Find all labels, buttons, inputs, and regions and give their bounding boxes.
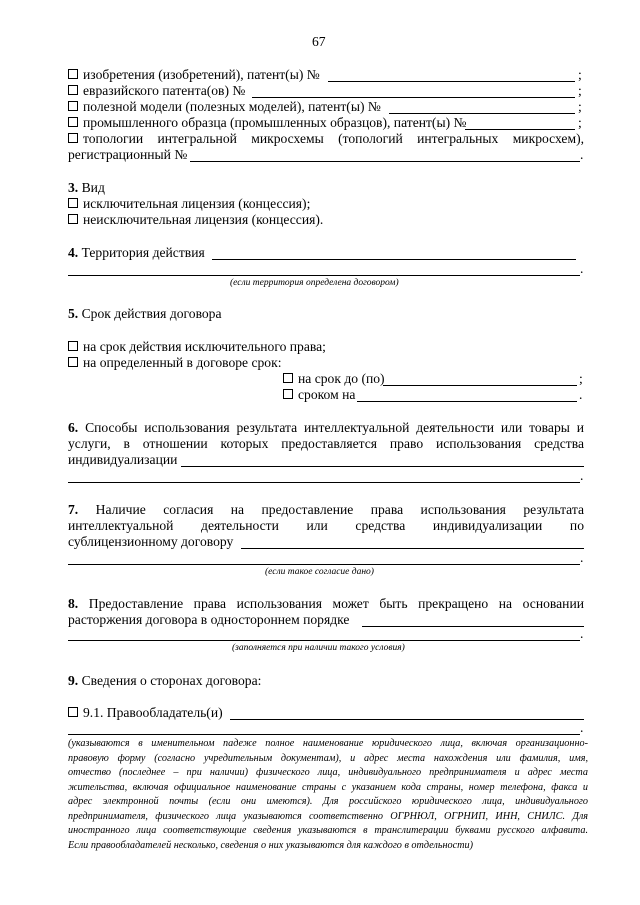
fill-line[interactable] [328,81,575,82]
fill-line[interactable] [362,626,584,627]
item-label: 9.1. Правообладатель(и) [83,705,223,720]
rights-item-invention[interactable] [68,67,320,83]
line-end: . [580,261,584,276]
line-end: . [580,550,584,565]
section-number: 4. [68,245,79,260]
line-end: . [580,626,584,641]
field-hint: (заполняется при наличии такого условия) [232,643,405,653]
section-8-text-line-1: 8. Предоставление права использования может быть прекращено на основании [68,596,584,611]
fill-line[interactable] [383,385,577,386]
section-7-text-line-1: 7. Наличие согласия на предоставление права использования результата [68,502,584,517]
section-title: Территория действия [81,245,205,260]
option-label: на срок до (по) [298,371,385,386]
checkbox[interactable] [68,198,78,208]
section-number: 7. [68,502,79,517]
fill-line[interactable] [230,719,584,720]
line-end: ; [578,67,582,82]
checkbox[interactable] [68,69,78,79]
checkbox[interactable] [68,214,78,224]
checkbox[interactable] [68,341,78,351]
fill-line[interactable] [68,482,580,483]
section-5-heading [68,306,222,322]
option-label: исключительная лицензия (концессия); [83,196,311,211]
field-hint: (если территория определена договором) [230,278,399,288]
section-8-text-line-2: расторжения договора в одностороннем порядке [68,612,350,627]
line-end: ; [578,99,582,114]
section-9-heading [68,673,261,689]
rights-item-industrial-design[interactable] [68,115,467,131]
fill-line[interactable] [252,97,575,98]
rights-item-utility-model[interactable] [68,99,381,115]
section-4-heading [68,245,205,261]
option-defined-term[interactable] [68,355,281,371]
rights-item-topology[interactable] [68,131,584,147]
section-6-text-line-1: 6. Способы использования результата интеллектуальной деятельности или товары и [68,420,584,435]
option-label: на срок действия исключительного права; [83,339,326,354]
checkbox[interactable] [283,373,293,383]
section-number: 9. [68,673,79,688]
section-7-text-line-3: сублицензионному договору [68,534,234,549]
fill-line[interactable] [212,259,576,260]
page-number: 67 [312,34,326,49]
checkbox[interactable] [68,707,78,717]
checkbox[interactable] [68,85,78,95]
line-end: . [580,147,584,162]
fill-line[interactable] [68,640,580,641]
topology-line-2: регистрационный № [68,147,188,162]
fill-line[interactable] [190,161,580,162]
fill-line[interactable] [389,113,575,114]
fill-line[interactable] [68,275,580,276]
fill-line[interactable] [357,401,577,402]
checkbox[interactable] [68,133,78,143]
section-number: 8. [68,596,79,611]
fill-line[interactable] [241,548,584,549]
section-number: 3. [68,180,79,195]
rights-item-label: евразийского патента(ов) № [83,83,246,98]
option-label: сроком на [298,387,356,402]
sub-option-duration[interactable] [283,387,355,403]
option-label: на определенный в договоре срок: [83,355,282,370]
field-hint: (если такое согласие дано) [265,567,374,577]
option-label: неисключительная лицензия (концессия). [83,212,324,227]
checkbox[interactable] [68,101,78,111]
option-non-exclusive-license[interactable] [68,212,323,228]
checkbox[interactable] [68,117,78,127]
rights-item-label: изобретения (изобретений), патент(ы) № [83,67,320,82]
section-7-text-line-2: интеллектуальной деятельности или средства индивидуализации по [68,518,584,533]
fill-line[interactable] [68,734,580,735]
sub-option-until[interactable] [283,371,385,387]
fill-line[interactable] [181,466,584,467]
checkbox[interactable] [283,389,293,399]
line-end: . [580,720,584,735]
fill-line[interactable] [68,564,580,565]
rights-item-eurasian-patent[interactable] [68,83,245,99]
section-title: Сведения о сторонах договора: [81,673,262,688]
line-end: . [580,468,584,483]
section-3-heading [68,180,105,196]
section-number: 6. [68,420,79,435]
right-holder-instructions: (указываются в именительном падеже полное наименование юридического лица, включая организационно- правовую форму (согласно учредительным документам), и адрес места нахождения или фамилия, имя, отчество (последнее – при наличии) физического лица, индивидуального предпринимателя и адрес места жительства, включая официальное наименование страны с указанием кода страны, номер телефона, факса и адрес электронной почты (если они имеются). Для российского юридического лица, индивидуального предпринимателя, физического лица указываются соответственно ОГРНЮЛ, ОГРНИП, ИНН, СНИЛС. Для иностранного лица соответствующие сведения указываются в транслитерации буквами русского алфавита. Если правообладателей несколько, сведения о них указываются для каждого в отдельности) [68,738,588,851]
section-6-text-line-3: индивидуализации [68,452,178,467]
line-end: ; [578,115,582,130]
checkbox[interactable] [68,357,78,367]
section-6-text-line-2: услуги, в отношении которых предоставляется право использования средства [68,436,584,451]
rights-item-label: полезной модели (полезных моделей), патент(ы) № [83,99,381,114]
section-title: Вид [81,180,105,195]
right-holder-item[interactable] [68,705,223,721]
line-end: ; [579,371,583,386]
rights-item-label: промышленного образца (промышленных образцов), патент(ы) № [83,115,467,130]
section-number: 5. [68,306,79,321]
option-exclusive-license[interactable] [68,196,310,212]
section-title: Срок действия договора [81,306,222,321]
topology-line-1: топологии интегральной микросхемы (топологий интегральных микросхем), [83,131,584,146]
line-end: . [579,387,583,402]
line-end: ; [578,83,582,98]
fill-line[interactable] [465,129,575,130]
option-exclusive-right-term[interactable] [68,339,326,355]
